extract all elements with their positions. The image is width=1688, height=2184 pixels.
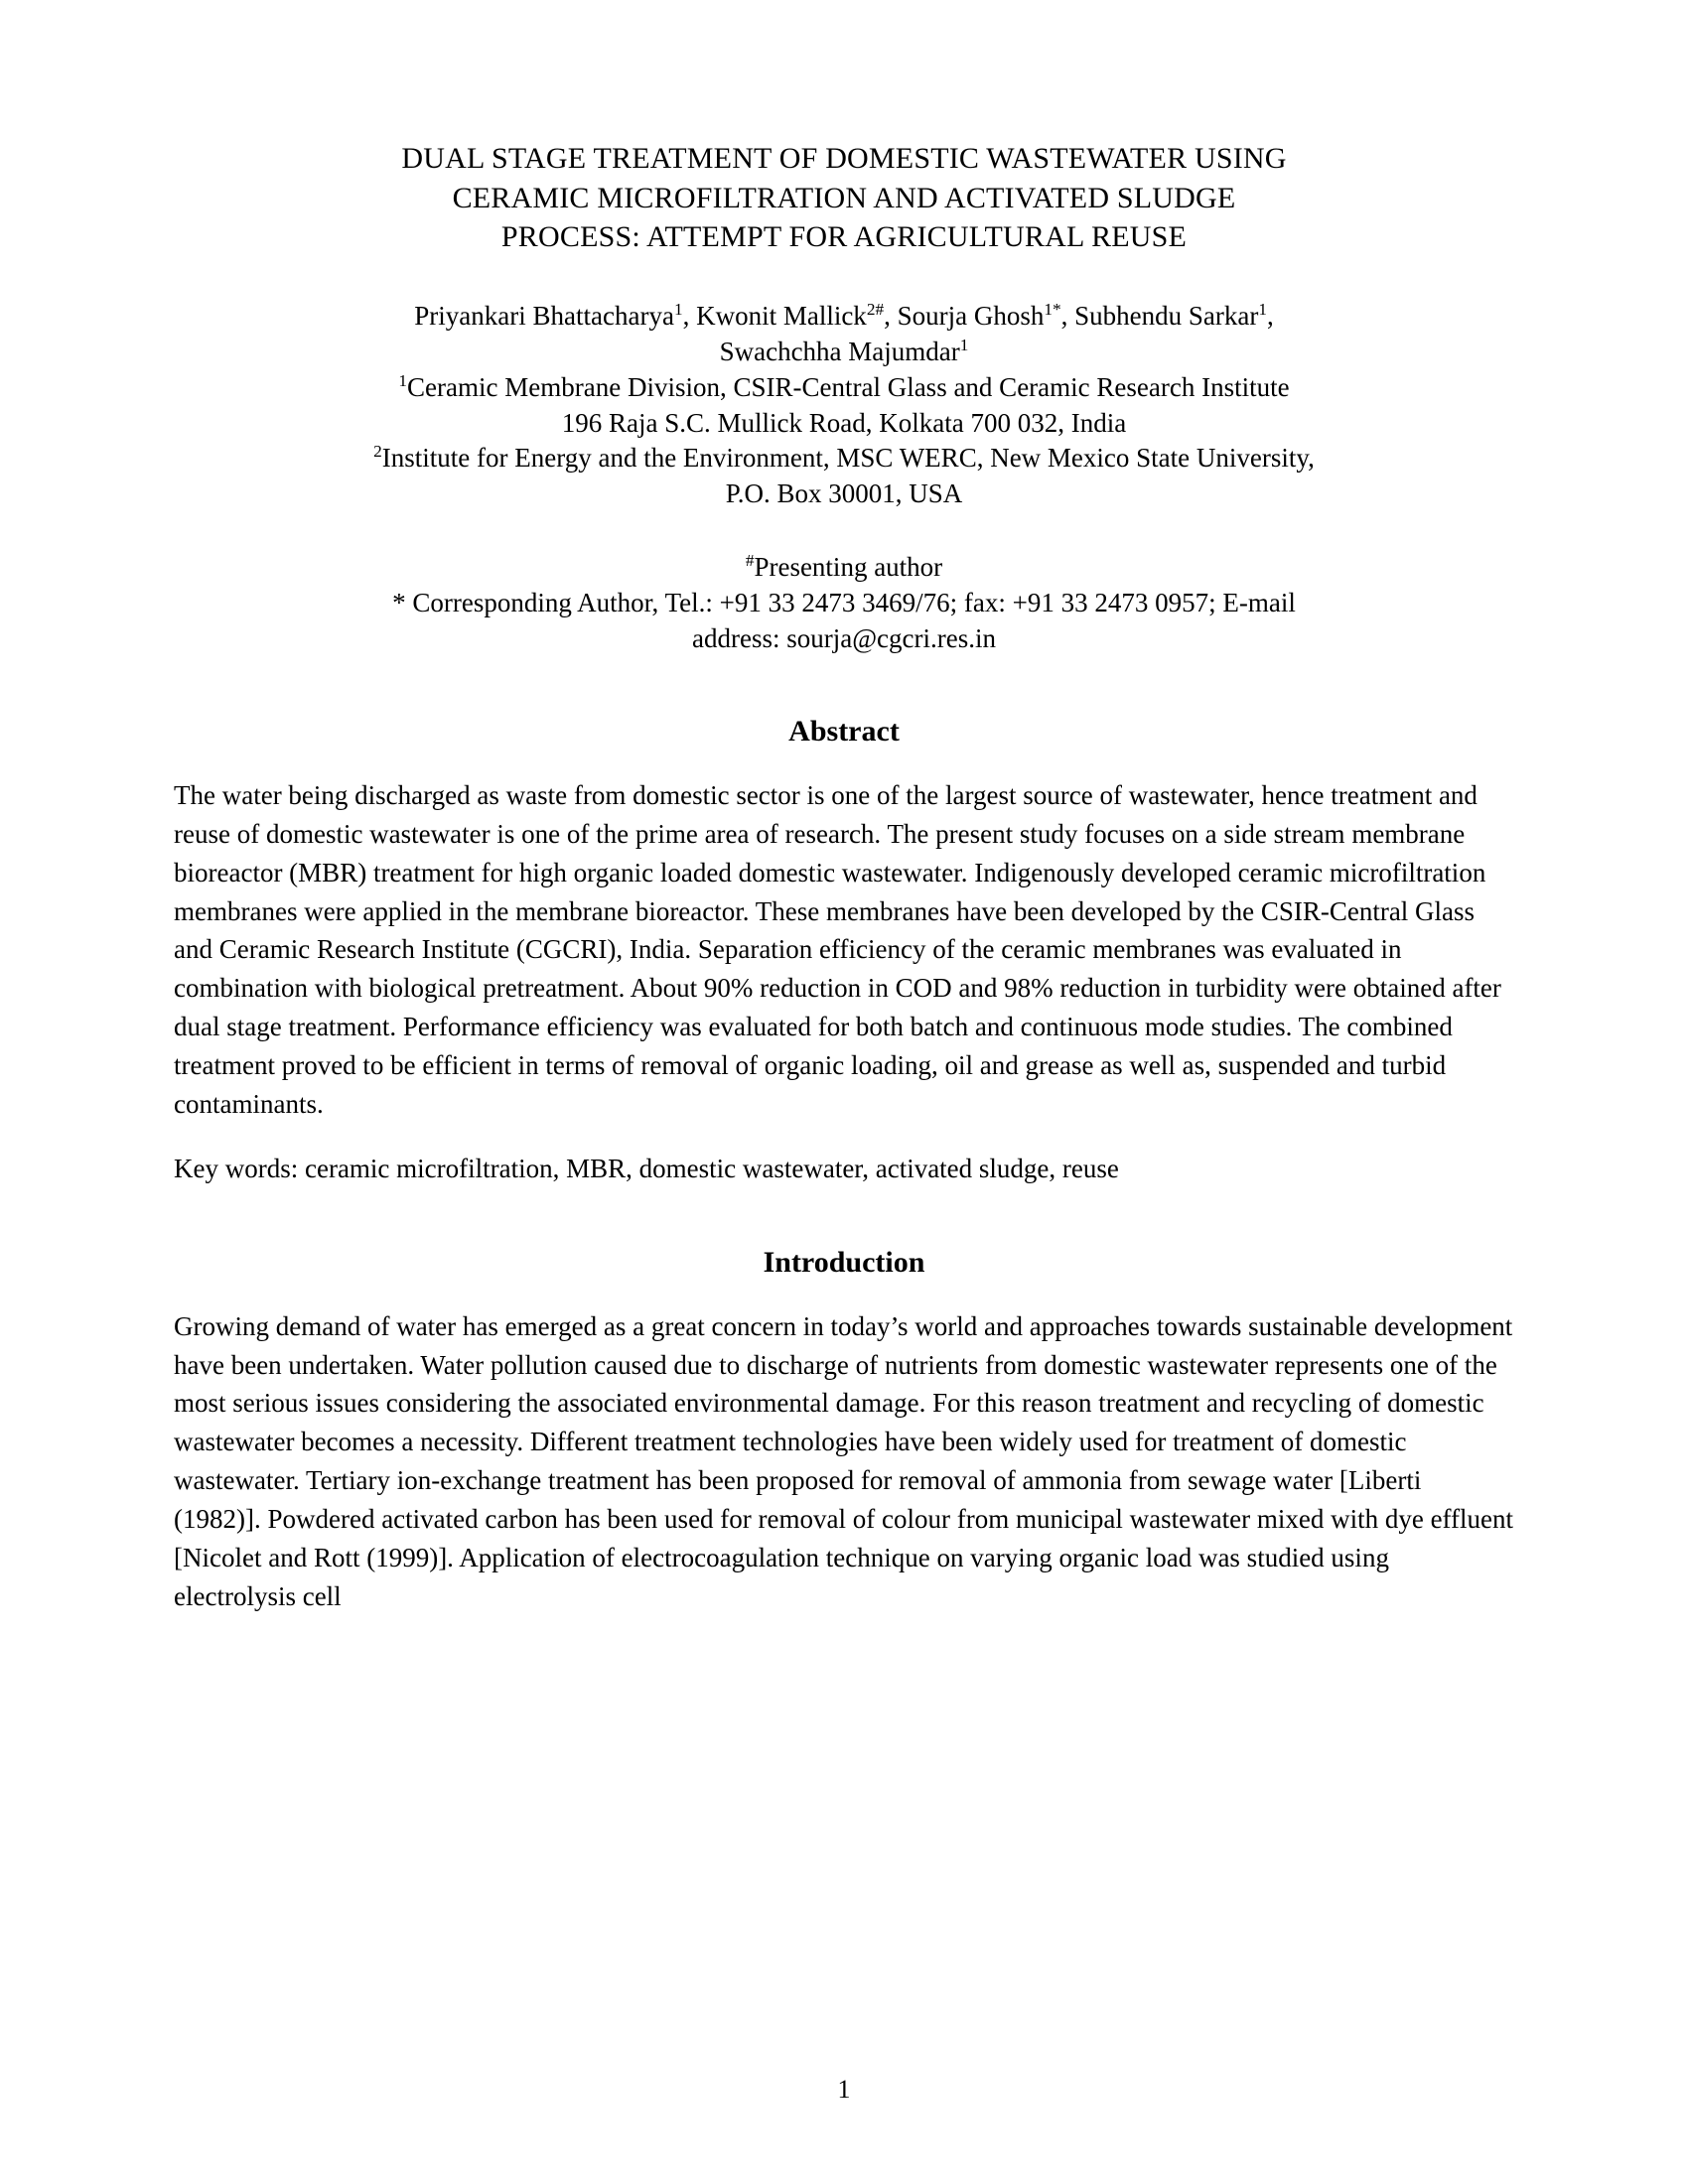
author-list [174,299,1514,370]
author-sup-3: 1* [1044,299,1061,319]
keywords-line: Key words: ceramic microfiltration, MBR, domestic wastewater, activated sludge, reuse [174,1153,1119,1183]
affiliation-sup-3: 2 [373,442,382,462]
affiliation-text-2: 196 Raja S.C. Mullick Road, Kolkata 700 032, India [561,407,1127,438]
author-sup-4: 1 [1258,299,1267,319]
introduction-paragraph: Growing demand of water has emerged as a great concern in today’s world and approaches towards sustainable development have been undertaken. Water pollution caused due to discharge of nutrients from domestic wastewater represents one of the most serious issues considering the associated environmental damage. For this reason treatment and recycling of domestic wastewater becomes a necessity. Different treatment technologies have been widely used for treatment of domestic wastewater. Tertiary ion-exchange treatment has been proposed for removal of ammonia from sewage water [Liberti (1982)]. Powdered activated carbon has been used for removal of colour from municipal wastewater mixed with dye effluent [Nicolet and Rott (1999)]. Application of electrocoagulation technique on varying organic load was studied using electrolysis cell [174,1310,1514,1611]
author-name-5: Swachchha Majumdar [719,336,960,366]
affiliation-sup-1: 1 [398,370,408,390]
affiliation-3 [174,441,1514,477]
author-sep-3: , Subhendu Sarkar [1060,300,1259,331]
author-sep-1: , Kwonit Mallick [682,300,867,331]
author-sep-2: , Sourja Ghosh [884,300,1045,331]
author-sep-4: , [1266,300,1274,331]
presenting-author-text: Presenting author [754,552,943,583]
presenting-author-sup: # [745,551,755,571]
affiliation-1 [174,370,1514,406]
corresponding-author-line-1: * Corresponding Author, Tel.: +91 33 2473 3469/76; fax: +91 33 2473 0957; E-mail [392,588,1296,618]
title-line-3: PROCESS: ATTEMPT FOR AGRICULTURAL REUSE [500,220,1188,254]
affiliation-4 [174,477,1514,512]
introduction-heading: Introduction [763,1245,925,1279]
page-title [184,139,1504,257]
affiliation-text-3: Institute for Energy and the Environment, MSC WERC, New Mexico State University, [381,443,1315,474]
corresponding-author-line-2: address: sourja@cgcri.res.in [691,623,997,654]
author-line-2 [174,335,1514,370]
author-line-1 [174,299,1514,335]
author-name-1: Priyankari Bhattacharya [414,300,674,331]
author-notes [174,550,1514,657]
abstract-paragraph: The water being discharged as waste from domestic sector is one of the largest source of wastewater, hence treatment and reuse of domestic wastewater is one of the prime area of research. The present study focuses on a side stream membrane bioreactor (MBR) treatment for high organic loaded domestic wastewater. Indigenously developed ceramic microfiltration membranes were applied in the membrane bioreactor. These membranes have been developed by the CSIR-Central Glass and Ceramic Research Institute (CGCRI), India. Separation efficiency of the ceramic membranes was evaluated in combination with biological pretreatment. About 90% reduction in COD and 98% reduction in turbidity were obtained after dual stage treatment. Performance efficiency was evaluated for both batch and continuous mode studies. The combined treatment proved to be efficient in terms of removal of organic loading, oil and grease as well as, suspended and turbid contaminants. [174,779,1501,1119]
title-line-1: DUAL STAGE TREATMENT OF DOMESTIC WASTEWATER USING [401,142,1287,175]
author-sup-5: 1 [959,335,969,354]
title-line-2: CERAMIC MICROFILTRATION AND ACTIVATED SLUDGE [452,181,1236,214]
affiliation-2 [174,406,1514,442]
affiliation-text-4: P.O. Box 30001, USA [725,478,963,509]
author-sup-1: 1 [673,299,683,319]
presenting-author-note [174,550,1514,586]
author-sup-2: 2# [866,299,885,319]
affiliations [174,370,1514,513]
page-number: 1 [837,2075,851,2104]
abstract-heading: Abstract [788,714,900,748]
affiliation-text-1: Ceramic Membrane Division, CSIR-Central Glass and Ceramic Research Institute [407,371,1290,402]
